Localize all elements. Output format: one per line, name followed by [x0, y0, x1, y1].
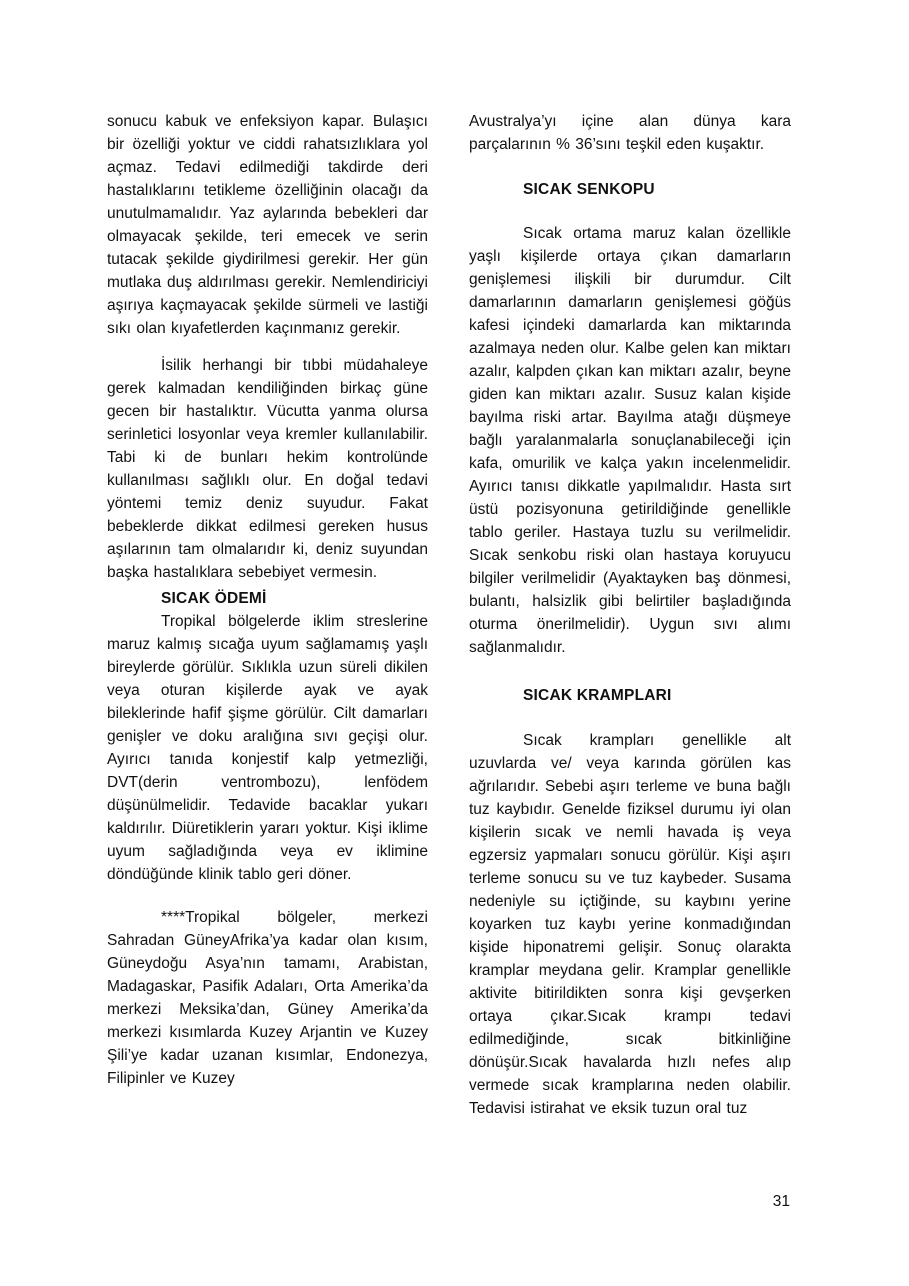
- paragraph-sicak-odemi: Tropikal bölgelerde iklim streslerine maruz kalmış sıcağa uyum sağlamamış yaşlı bireylerde görülür. Sıklıkla uzun süreli dikilen veya oturan kişilerde ayak ve ayak bileklerinde hafif şişme görülür. Cilt damarları genişler ve doku aralığına sıvı geçişi olur. Ayırıcı tanıda konjestif kalp yetmezliği, DVT(derin ventrombozu), lenfödem düşünülmelidir. Tedavide bacaklar yukarı kaldırılır. Diüretiklerin yararı yoktur. Kişi iklime uyum sağladığında veya ev iklimine döndüğünde klinik tablo geri döner.: [107, 613, 428, 883]
- heading-sicak-senkopu: SICAK SENKOPU: [523, 181, 655, 198]
- heading-sicak-odemi: SICAK ÖDEMİ: [161, 590, 267, 607]
- paragraph-sicak-kramplari: Sıcak krampları genellikle alt uzuvlarda ve/ veya karında görülen kas ağrılarıdır. Sebebi aşırı terleme ve buna bağlı tuz kaybıdır. Genelde fiziksel durumu iyi olan kişilerin sıcak ve nemli havada iş veya egzersiz yapmaları sonucu görülür. Kişi aşırı terleme sonucu su ve tuz kaybeder. Susama nedeniyle su içtiğinde, su kaybını yerine koyarken tuz kaybı yerine konmadığından kişide hiponatremi gelişir. Sonuç olarakta kramplar meydana gelir. Kramplar genellikle aktivite bitirildikten sonra kişi gevşerken ortaya çıkar.Sıcak krampı tedavi edilmediğinde, sıcak bitkinliğine dönüşür.Sıcak havalarda hızlı nefes alıp vermede sıcak kramplarına neden olabilir. Tedavisi istirahat ve eksik tuzun oral tuz: [469, 732, 791, 1117]
- page-number: 31: [772, 1193, 790, 1210]
- left-column: [107, 110, 428, 1090]
- paragraph-skin-condition-continuation: sonucu kabuk ve enfeksiyon kapar. Bulaşıcı bir özelliği yoktur ve ciddi rahatsızlıklara yol açmaz. Tedavi edilmediği takdirde deri hastalıklarını tetikleme özelliğinin olacağı da unutulmamalıdır. Yaz aylarında bebekleri dar olmayacak şekilde, teri emecek ve serin tutacak şekilde giydirilmesi gerekir. Her gün mutlaka duş aldırılması gerekir. Nemlendiriciyi aşırıya kaçmayacak şekilde sürmeli ve lastiği sıkı olan kıyafetlerden kaçınmanız gerekir.: [107, 113, 428, 337]
- heading-sicak-kramplari: SICAK KRAMPLARI: [523, 687, 672, 704]
- paragraph-sicak-senkopu: Sıcak ortama maruz kalan özellikle yaşlı kişilerde ortaya çıkan damarların genişlemesi ilişkili bir durumdur. Cilt damarlarının damarların genişlemesi göğüs kafesi içindeki damarlarda kan miktarında azalmaya neden olur. Kalbe gelen kan miktarı azalır, kalpden çıkan kan miktarı azalır, beyne giden kan miktarı azalır. Susuz kalan kişide bayılma riski artar. Bayılma atağı düşmeye bağlı yaralanmalarla sonuçlanabileceği için kafa, omurilik ve kalça yakın incelenmelidir. Ayırıcı tanısı dikkatle yapılmalıdır. Hasta sırt üstü pozisyonuna getirildiğinde genellikle tablo geriler. Hastaya tuzlu su verilmelidir. Sıcak senkobu riski olan hastaya koruyucu bilgiler verilmelidir (Ayaktayken baş dönmesi, bulantı, halsizlik gibi belirtiler başladığında oturma önerilmelidir). Uygun sıvı alımı sağlanmalıdır.: [469, 225, 791, 656]
- paragraph-avustralya-continuation: Avustralya’yı içine alan dünya kara parçalarının % 36’sını teşkil eden kuşaktır.: [469, 113, 791, 153]
- paragraph-tropikal-bolgeler: ****Tropikal bölgeler, merkezi Sahradan GüneyAfrika’ya kadar olan kısım, Güneydoğu Asya’nın tamamı, Arabistan, Madagaskar, Pasifik Adaları, Orta Amerika’da merkezi Meksika’dan, Güney Amerika’da merkezi kısımlarda Kuzey Arjantin ve Kuzey Şili’ye kadar uzanan kısımlar, Endonezya, Filipinler ve Kuzey: [107, 909, 428, 1087]
- right-column: [469, 110, 791, 1120]
- paragraph-isilik: İsilik herhangi bir tıbbi müdahaleye gerek kalmadan kendiliğinden birkaç güne gecen bir hastalıktır. Vücutta yanma olursa serinletici losyonlar veya kremler kullanılabilir. Tabi ki de bunları hekim kontrolünde kullanılması sağlıklı olur. En doğal tedavi yöntemi temiz deniz suyudur. Fakat bebeklerde dikkat edilmesi gereken husus aşılarının tam olmalarıdır ki, deniz suyundan başka hastalıklara sebebiyet vermesin.: [107, 357, 428, 581]
